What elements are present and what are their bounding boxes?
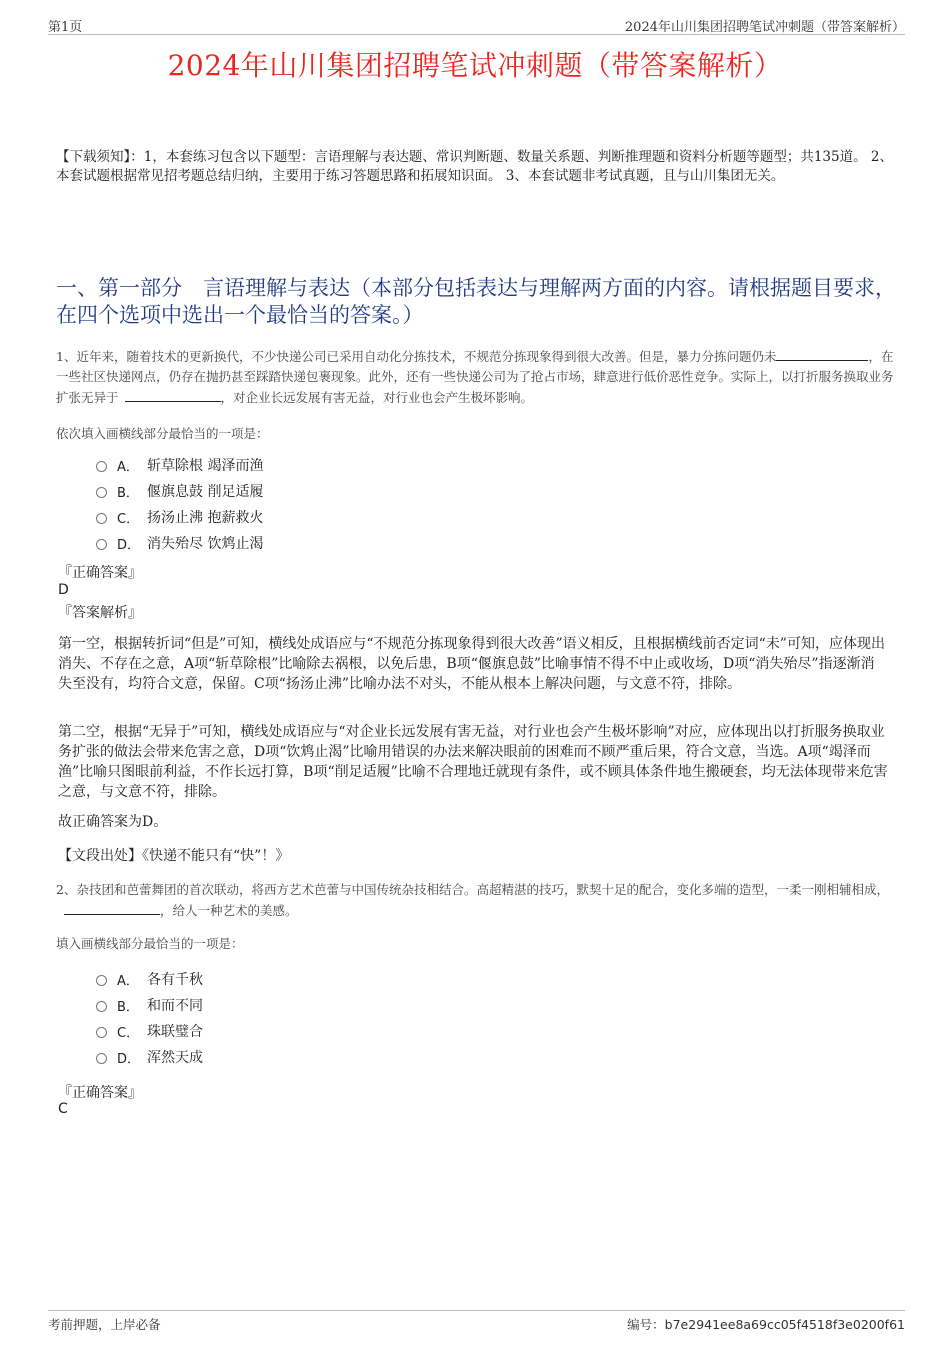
section-heading: 一、第一部分 言语理解与表达（本部分包括表达与理解两方面的内容。请根据题目要求，在四个选项中选出一个最恰当的答案。） (56, 276, 896, 327)
question-1-text (56, 346, 896, 408)
option-a[interactable] (96, 966, 203, 992)
option-letter: D． (117, 1051, 141, 1067)
page-number: 第1页 (48, 20, 83, 35)
footer-slogan: 考前押题，上岸必备 (48, 1317, 161, 1332)
option-a[interactable] (96, 452, 263, 478)
answer-blank-2 (125, 387, 221, 402)
radio-button[interactable] (96, 487, 107, 498)
option-letter: D． (117, 537, 141, 553)
option-letter: B． (117, 999, 139, 1015)
question-2-options (96, 966, 203, 1070)
question-1-text-part2: ，在一些社区快递网点，仍存在抛扔甚至踩踏快递包裹现象。此外，还有一些快递公司为了抢占市场，肆意进行低价恶性竞争。实际上，以打折服务换取业务扩张无异于 (56, 349, 894, 405)
analysis-label: 『答案解析』 (58, 605, 142, 621)
question-2-text-part1: 2、杂技团和芭蕾舞团的首次联动，将西方艺术芭蕾与中国传统杂技相结合。高超精湛的技巧，默契十足的配合，变化多端的造型，一柔一刚相辅相成， (56, 882, 889, 897)
document-title: 2024年山川集团招聘笔试冲刺题（带答案解析） (167, 49, 783, 82)
answer-blank-1 (776, 346, 868, 361)
option-d[interactable] (96, 530, 263, 556)
question-2-text (56, 880, 896, 921)
option-letter: A． (117, 459, 139, 475)
code-label: 编号： (627, 1317, 665, 1332)
option-text: 偃旗息鼓 削足适履 (147, 484, 264, 500)
option-text: 斩草除根 竭泽而渔 (147, 458, 264, 474)
download-notice: 【下载须知】：1，本套练习包含以下题型：言语理解与表达题、常识判断题、数量关系题、判断推理题和资料分析题等题型；共135道。 2、本套试题根据常见招考题总结归纳，主要用于练习答题思路和拓展知识面。 3、本套试题非考试真题，且与山川集团无关。 (56, 149, 893, 184)
option-text: 和而不同 (147, 998, 203, 1014)
page-footer (48, 1310, 905, 1332)
question-2-text-part2: ，给人一种艺术的美感。 (160, 903, 298, 918)
radio-button[interactable] (96, 513, 107, 524)
page-header (48, 14, 905, 35)
question-1-text-part1: 1、近年来，随着技术的更新换代，不少快递公司已采用自动化分拣技术，不规范分拣现象得到很大改善。但是，暴力分拣问题仍未 (56, 349, 777, 364)
radio-button[interactable] (96, 539, 107, 550)
option-c[interactable] (96, 1018, 203, 1044)
option-text: 各有千秋 (147, 972, 203, 988)
analysis-conclusion: 故正确答案为D。 (58, 814, 168, 830)
correct-answer: C (58, 1101, 68, 1117)
option-letter: C． (117, 511, 140, 527)
option-d[interactable] (96, 1044, 203, 1070)
document-code (627, 1315, 905, 1333)
option-letter: A． (117, 973, 139, 989)
text-source: 【文段出处】《快递不能只有“快”！》 (58, 848, 290, 864)
question-1-options (96, 452, 263, 556)
option-letter: B． (117, 485, 139, 501)
answer-blank-1 (64, 900, 160, 915)
header-doc-name: 2024年山川集团招聘笔试冲刺题（带答案解析） (624, 20, 905, 35)
option-text: 消失殆尽 饮鸩止渴 (147, 536, 264, 552)
code-value: b7e2941ee8a69cc05f4518f3e0200f61 (664, 1317, 905, 1332)
option-text: 扬汤止沸 抱薪救火 (147, 510, 264, 526)
correct-answer-label: 『正确答案』 (58, 565, 142, 581)
option-b[interactable] (96, 478, 263, 504)
radio-button[interactable] (96, 1053, 107, 1064)
question-2-prompt: 填入画横线部分最恰当的一项是： (56, 936, 244, 951)
option-c[interactable] (96, 504, 263, 530)
radio-button[interactable] (96, 975, 107, 986)
radio-button[interactable] (96, 1027, 107, 1038)
analysis-paragraph-1: 第一空，根据转折词“但是”可知，横线处成语应与“不规范分拣现象得到很大改善”语义相反，且根据横线前否定词“未”可知，应体现出消失、不存在之意，A项“斩草除根”比喻除去祸根，以免后患，B项“偃旗息鼓”比喻事情不得不中止或收场，D项“消失殆尽”指逐渐消失至没有，均符合文意，保留。C项“扬汤止沸”比喻办法不对头，不能从根本上解决问题，与文意不符，排除。 (58, 636, 885, 692)
correct-answer: D (58, 582, 69, 598)
option-letter: C． (117, 1025, 140, 1041)
option-b[interactable] (96, 992, 203, 1018)
question-1-text-part3: ，对企业长远发展有害无益，对行业也会产生极坏影响。 (220, 390, 534, 405)
question-1-prompt: 依次填入画横线部分最恰当的一项是： (56, 426, 269, 441)
radio-button[interactable] (96, 1001, 107, 1012)
option-text: 珠联璧合 (147, 1024, 203, 1040)
option-text: 浑然天成 (147, 1050, 203, 1066)
correct-answer-label: 『正确答案』 (58, 1085, 142, 1101)
analysis-paragraph-2: 第二空，根据“无异于”可知，横线处成语应与“对企业长远发展有害无益，对行业也会产生极坏影响”对应，应体现出以打折服务换取业务扩张的做法会带来危害之意，D项“饮鸩止渴”比喻用错误的办法来解决眼前的困难而不顾严重后果，符合文意，当选。A项“竭泽而渔”比喻只图眼前利益，不作长远打算，B项“削足适履”比喻不合理地迁就现有条件，或不顾具体条件地生搬硬套，均无法体现带来危害之意，与文意不符，排除。 (58, 724, 888, 800)
radio-button[interactable] (96, 461, 107, 472)
